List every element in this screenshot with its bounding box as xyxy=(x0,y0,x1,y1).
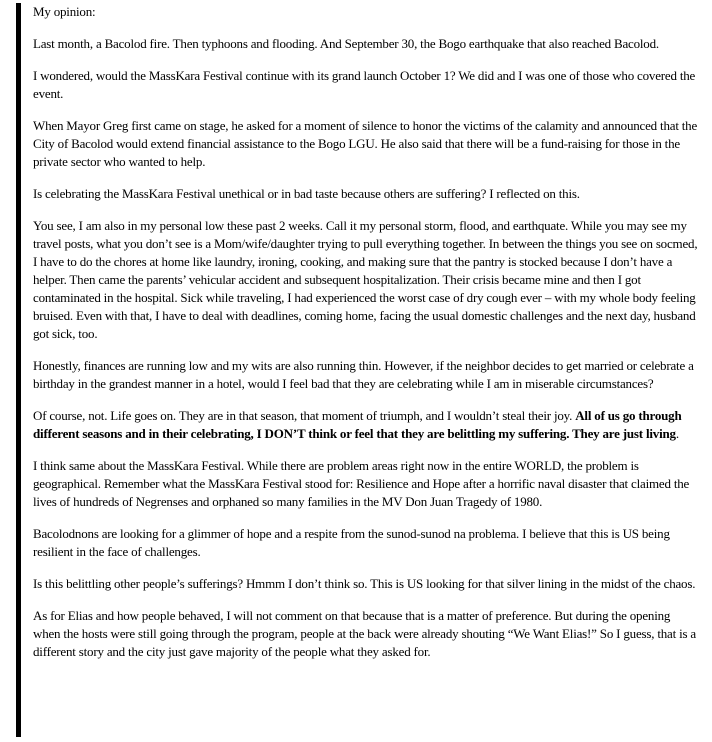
paragraph-calamities: Last month, a Bacolod fire. Then typhoons and flooding. And September 30, the Bogo earthquake that also reached Bacolod. xyxy=(33,36,659,51)
paragraph-festival-meaning: I think same about the MassKara Festival. While there are problem areas right now in the entire WORLD, the problem is geographical. Remember what the MassKara Festival stood for: Resilience and Hope after a horrific naval disaster that claimed the lives of hundreds of Negrenses and orphaned so many families in the MV Don Juan Tragedy of 1980. xyxy=(33,458,690,509)
paragraph-finances: Honestly, finances are running low and my wits are also running thin. However, if the neighbor decides to get married or celebrate a birthday in the grandest manner in a hotel, would I feel bad that they are celebrating while I am in miserable circumstances? xyxy=(33,358,694,391)
paragraph-elias: As for Elias and how people behaved, I will not comment on that because that is a matter of preference. But during the opening when the hosts were still going through the program, people at the back were already shouting “We Want Elias!” So I guess, that is a different story and the city just gave majority of the people what they asked for. xyxy=(33,608,696,659)
paragraph-festival-continue: I wondered, would the MassKara Festival continue with its grand launch October 1? We did and I was one of those who covered the event. xyxy=(33,68,696,101)
paragraph-of-course-not xyxy=(33,407,698,443)
paragraph-my-opinion: My opinion: xyxy=(33,4,96,19)
paragraph-regular-text: . xyxy=(675,426,679,441)
paragraph-mayor-greg: When Mayor Greg first came on stage, he asked for a moment of silence to honor the victims of the calamity and announced that the City of Bacolod would extend financial assistance to the Bogo LGU. He also said that there will be a fund-raising for those in the private sector who wanted to help. xyxy=(33,118,698,169)
paragraph-silver-lining: Is this belittling other people’s sufferings? Hmmm I don’t think so. This is US looking for that silver lining in the midst of the chaos. xyxy=(33,576,696,591)
paragraph-unethical-question: Is celebrating the MassKara Festival unethical or in bad taste because others are suffering? I reflected on this. xyxy=(33,186,580,201)
paragraph-bold-text: All of us go through different seasons and in their celebrating, I DON’T think or feel that they are belittling my suffering. They are just living xyxy=(33,408,682,441)
paragraph-personal-low: You see, I am also in my personal low these past 2 weeks. Call it my personal storm, flood, and earthquate. While you may see my travel posts, what you don’t see is a Mom/wife/daughter trying to pull everything together. In between the things you see on socmed, I have to do the chores at home like laundry, ironing, cooking, and making sure that the pantry is stocked because I don’t have a helper. Then came the parents’ vehicular accident and subsequent hospitalization. Their crisis became mine and then I got contaminated in the hospital. Sick while traveling, I had experienced the worst case of dry cough ever – with my whole body feeling bruised. Even with that, I have to deal with deadlines, coming home, facing the usual domestic challenges and the next day, husband got sick, too. xyxy=(33,218,698,341)
paragraph-bacolodnons: Bacolodnons are looking for a glimmer of hope and a respite from the sunod-sunod na problema. I believe that this is US being resilient in the face of challenges. xyxy=(33,526,670,559)
opinion-blockquote xyxy=(16,3,698,737)
paragraph-regular-text: Of course, not. Life goes on. They are in that season, that moment of triumph, and I wouldn’t steal their joy. xyxy=(33,408,576,423)
